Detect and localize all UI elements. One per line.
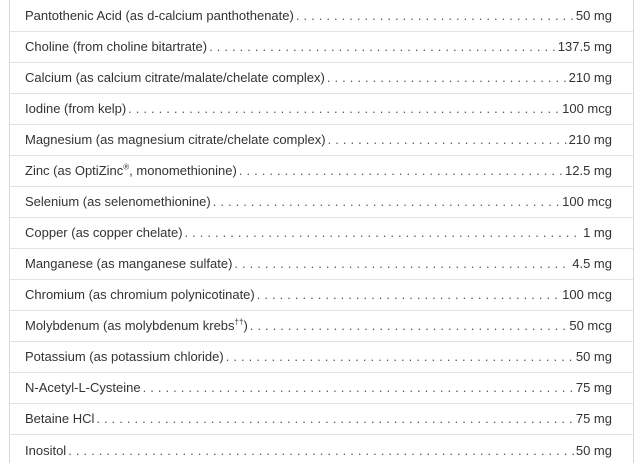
nutrient-name	[25, 288, 256, 302]
nutrient-amount: 100 mcg	[562, 101, 612, 116]
nutrient-amount: 210 mg	[568, 132, 612, 147]
nutrient-name-text: Iodine (from kelp)	[25, 101, 127, 116]
nutrient-panel	[9, 0, 634, 463]
nutrient-row	[10, 404, 633, 435]
nutrient-row	[10, 187, 633, 218]
nutrient-name-text: Selenium (as selenomethionine)	[25, 194, 211, 209]
nutrient-amount: 210 mg	[568, 70, 612, 85]
dot-leader	[209, 40, 556, 54]
nutrient-name-text: Betaine HCl	[25, 411, 95, 426]
dot-leader	[239, 164, 563, 178]
nutrient-row	[10, 280, 633, 311]
nutrient-name	[25, 195, 212, 209]
dot-leader	[234, 257, 570, 271]
nutrient-amount: 50 mg	[575, 349, 612, 364]
nutrient-name	[25, 412, 95, 426]
dot-leader	[296, 9, 574, 23]
nutrient-name	[25, 319, 249, 333]
nutrient-name	[25, 381, 142, 395]
nutrient-name	[25, 350, 225, 364]
nutrient-name-text: Choline (from choline bitartrate)	[25, 39, 208, 54]
dot-leader	[328, 133, 567, 147]
nutrient-row	[10, 125, 633, 156]
dot-leader	[213, 195, 560, 209]
dot-leader	[68, 444, 574, 458]
dot-leader	[226, 350, 574, 364]
nutrient-name-text: N-Acetyl-L-Cysteine	[25, 380, 141, 395]
nutrient-name	[25, 9, 295, 23]
nutrient-name-text: Molybdenum (as molybdenum krebs	[25, 318, 235, 333]
dot-leader	[327, 71, 567, 85]
nutrient-name-text: Chromium (as chromium polynicotinate)	[25, 287, 255, 302]
nutrient-name	[25, 164, 238, 178]
nutrient-amount: 50 mg	[575, 442, 612, 458]
nutrient-row	[10, 63, 633, 94]
nutrient-row	[10, 311, 633, 342]
nutrient-name	[25, 226, 184, 240]
nutrient-row	[10, 435, 633, 466]
nutrient-mark: ®	[123, 162, 130, 172]
nutrient-amount: 50 mcg	[569, 318, 612, 333]
nutrient-amount: 75 mg	[575, 411, 612, 426]
nutrient-name-suffix: )	[243, 318, 248, 333]
nutrient-row	[10, 32, 633, 63]
nutrient-row	[10, 0, 633, 32]
dot-leader	[185, 226, 582, 240]
nutrient-amount: 4.5 mg	[572, 256, 612, 271]
dot-leader	[96, 412, 573, 426]
nutrient-name	[25, 133, 327, 147]
nutrient-row	[10, 342, 633, 373]
nutrient-name-text: Copper (as copper chelate)	[25, 225, 183, 240]
nutrient-row	[10, 249, 633, 280]
nutrient-row	[10, 373, 633, 404]
nutrient-name	[25, 102, 127, 116]
nutrient-name	[25, 257, 233, 271]
nutrient-name	[25, 71, 326, 85]
nutrient-row	[10, 156, 633, 187]
nutrient-amount: 100 mcg	[562, 287, 612, 302]
nutrient-mark: ††	[234, 317, 244, 327]
nutrient-amount: 137.5 mg	[557, 39, 612, 54]
nutrient-amount: 12.5 mg	[565, 163, 612, 178]
nutrient-row	[10, 218, 633, 249]
nutrient-name-text: Magnesium (as magnesium citrate/chelate complex)	[25, 132, 326, 147]
dot-leader	[257, 288, 560, 302]
nutrient-name-suffix: , monomethionine)	[129, 163, 237, 178]
nutrient-amount: 1 mg	[583, 225, 612, 240]
nutrient-list	[10, 0, 633, 466]
nutrient-name-text: Inositol	[25, 442, 67, 458]
nutrient-name-text: Pantothenic Acid (as d-calcium panthothenate)	[25, 7, 294, 23]
nutrient-amount: 100 mcg	[562, 194, 612, 209]
dot-leader	[250, 319, 568, 333]
dot-leader	[143, 381, 574, 395]
nutrient-amount: 75 mg	[575, 380, 612, 395]
nutrient-name-text: Calcium (as calcium citrate/malate/chelate complex)	[25, 70, 325, 85]
nutrient-name-text: Manganese (as manganese sulfate)	[25, 256, 233, 271]
dot-leader	[128, 102, 560, 116]
nutrient-amount: 50 mg	[575, 7, 612, 23]
nutrient-name	[25, 444, 67, 458]
nutrient-name	[25, 40, 208, 54]
nutrient-name-text: Potassium (as potassium chloride)	[25, 349, 224, 364]
nutrient-name-text: Zinc (as OptiZinc	[25, 163, 124, 178]
nutrient-row	[10, 94, 633, 125]
